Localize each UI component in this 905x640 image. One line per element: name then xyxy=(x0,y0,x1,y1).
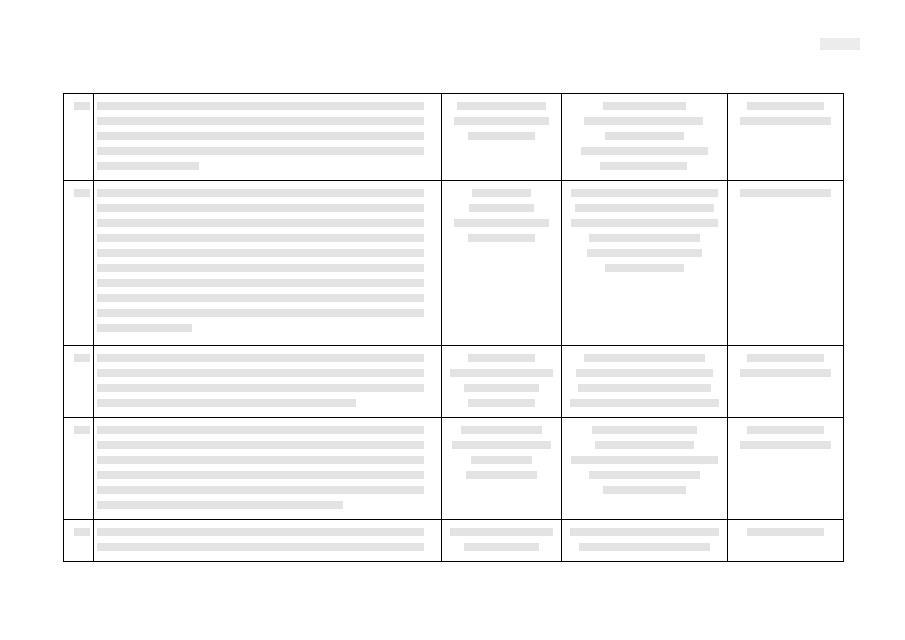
row-number-cell xyxy=(64,181,94,346)
term-cell xyxy=(442,94,562,181)
result-cell xyxy=(562,94,728,181)
activity-cell xyxy=(94,181,442,346)
term-cell xyxy=(442,418,562,520)
result-cell xyxy=(562,520,728,562)
activity-cell xyxy=(94,520,442,562)
term-cell xyxy=(442,346,562,418)
row-number-cell xyxy=(64,94,94,181)
activity-cell xyxy=(94,94,442,181)
term-cell xyxy=(442,520,562,562)
result-cell xyxy=(562,181,728,346)
responsible-cell xyxy=(728,94,844,181)
responsible-cell xyxy=(728,181,844,346)
row-number-cell xyxy=(64,520,94,562)
responsible-cell xyxy=(728,346,844,418)
row-number-cell xyxy=(64,418,94,520)
row-number-cell xyxy=(64,346,94,418)
table-row xyxy=(64,94,844,181)
activity-cell xyxy=(94,418,442,520)
table-row xyxy=(64,520,844,562)
anti-corruption-plan-table xyxy=(63,93,844,562)
table-row xyxy=(64,181,844,346)
responsible-cell xyxy=(728,520,844,562)
term-cell xyxy=(442,181,562,346)
page-number xyxy=(820,38,860,50)
responsible-cell xyxy=(728,418,844,520)
activity-cell xyxy=(94,346,442,418)
result-cell xyxy=(562,346,728,418)
table-row xyxy=(64,418,844,520)
table-row xyxy=(64,346,844,418)
result-cell xyxy=(562,418,728,520)
